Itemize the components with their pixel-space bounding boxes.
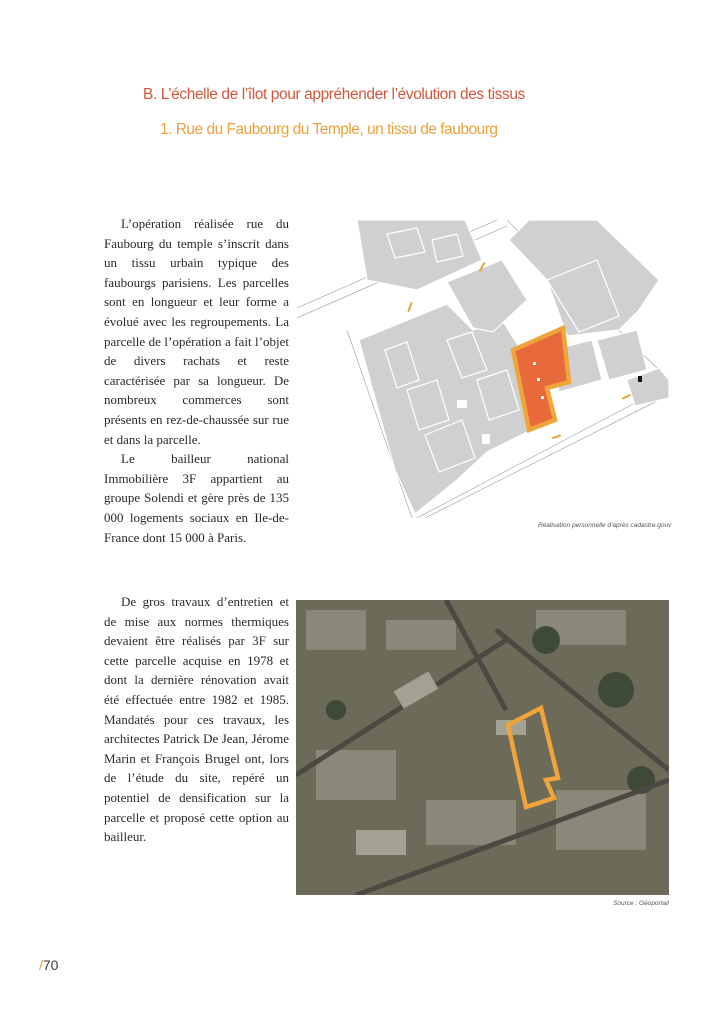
section-heading: B. L’échelle de l’îlot pour appréhender l’évolution des tissus	[143, 86, 525, 103]
intro-text	[104, 214, 289, 547]
paragraph-bailleur: Le bailleur national Immobilière 3F appartient au groupe Solendi et gère près de 135 000 logements sociaux en Ile-de-France dont 15 000 à Paris.	[104, 451, 289, 545]
map-caption: Réalisation personnelle d’après cadastre.gouv	[538, 522, 672, 529]
page-number	[39, 957, 58, 973]
paragraph-travaux: De gros travaux d’entretien et de mise aux normes thermiques devaient être réalisés par 3F sur cette parcelle acquise en 1978 et dont la dernière rénovation avait été effectuée entre 1982 et 1985. Mandatés pour ces travaux, les architectes Patrick De Jean, Jérome Marin et François Brugel ont, lors de l’étude du site, repéré un potentiel de densification sur la parcelle et proposé cette option au bailleur.	[104, 594, 289, 845]
aerial-photo	[296, 600, 669, 895]
paragraph-faubourg: L’opération réalisée rue du Faubourg du temple s’inscrit dans un tissu urbain typique des faubourgs parisiens. Les parcelles sont en longueur et leur forme a évolué avec les regroupements. La parcelle de l’opération a fait l’objet de divers rachats et reste caractérisée par sa longueur. De nombreux commerces sont présents en rez-de-chaussée sur rue et dans la parcelle.	[104, 216, 289, 447]
subsection-heading: 1. Rue du Faubourg du Temple, un tissu de faubourg	[160, 121, 498, 138]
cadastre-map	[297, 220, 669, 518]
aerial-photo-image	[296, 600, 669, 895]
aerial-caption: Source : Géoportail	[613, 900, 670, 907]
page-number-separator: /	[39, 957, 43, 973]
page-number-value: 70	[42, 957, 59, 973]
works-text	[104, 592, 289, 847]
